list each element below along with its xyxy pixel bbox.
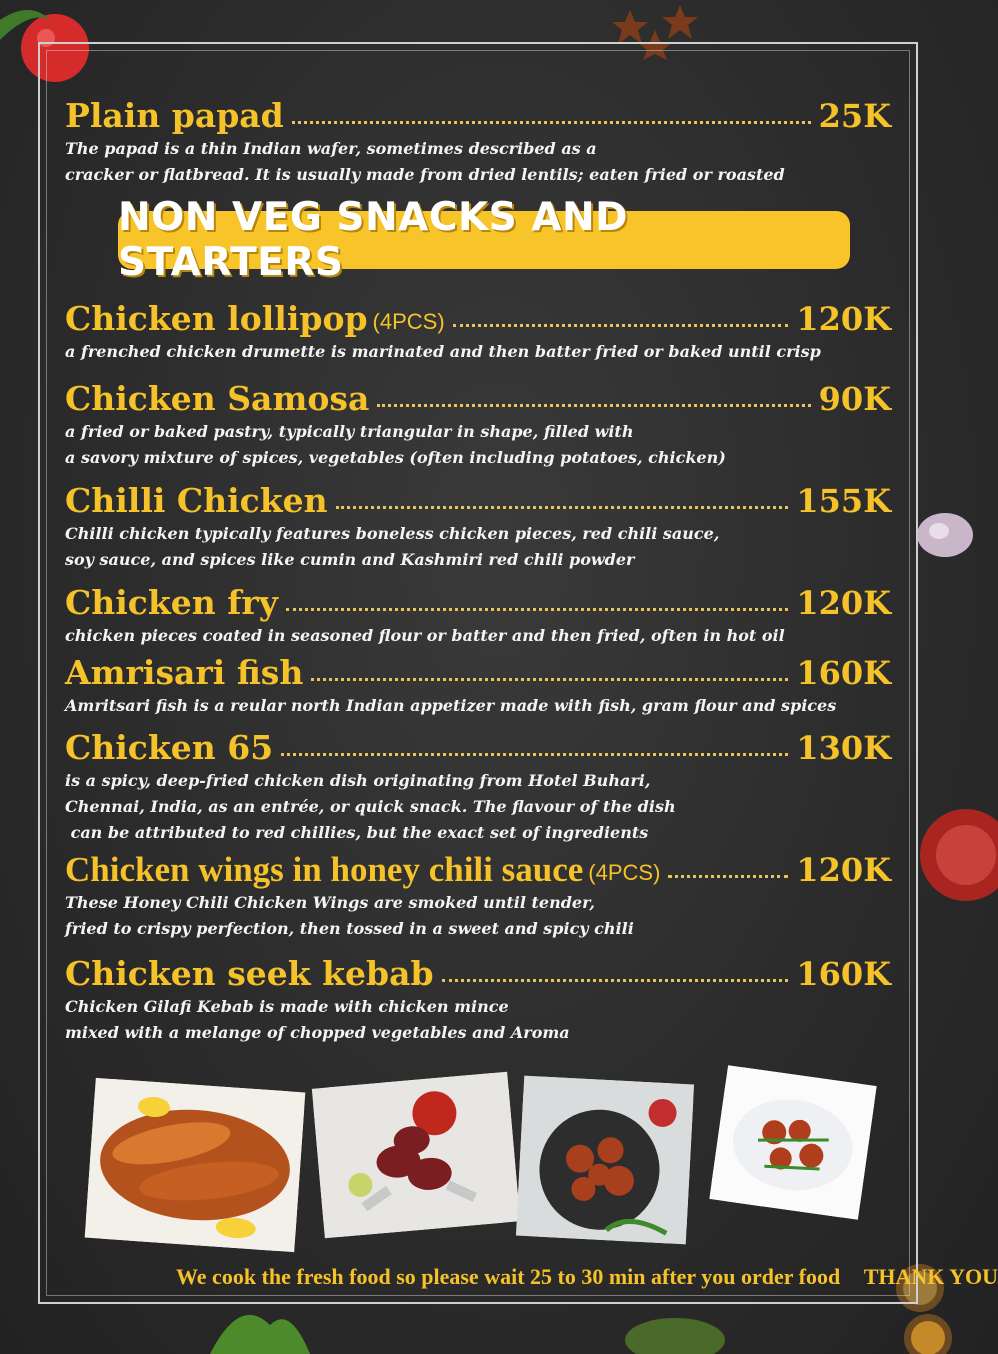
section-banner <box>118 195 850 285</box>
item-name: Chicken wings in honey chili sauce <box>65 850 584 889</box>
item-name: Chicken lollipop <box>65 299 368 338</box>
item-price: 120K <box>796 584 891 622</box>
item-description: Amritsari fish is a reular north Indian appetizer made with fish, gram flour and spices <box>65 696 837 715</box>
dot-leader <box>336 506 789 509</box>
item-name: Chicken Samosa <box>65 379 370 418</box>
item-price: 155K <box>796 482 891 520</box>
item-price: 120K <box>796 300 891 338</box>
item-price: 90K <box>818 380 891 418</box>
dot-leader <box>292 121 811 124</box>
item-price: 25K <box>818 97 891 135</box>
item-qty: (4PCS) <box>588 860 661 885</box>
item-name: Chicken 65 <box>65 728 274 767</box>
item-name: Chicken fry <box>65 583 278 622</box>
item-description: a fried or baked pastry, typically triangular in shape, filled with a savory mixture of spices, vegetables (often including potatoes, chicken) <box>65 422 726 467</box>
menu-item-chicken-lollipop <box>65 299 891 365</box>
chicken-65-photo <box>709 1065 876 1220</box>
amritsari-fish-photo <box>85 1078 306 1252</box>
item-description: Chilli chicken typically features boneless chicken pieces, red chili sauce, soy sauce, and spices like cumin and Kashmiri red chili powder <box>65 524 720 569</box>
chilli-chicken-photo <box>516 1076 694 1245</box>
item-description: a frenched chicken drumette is marinated and then batter fried or baked until crisp <box>65 342 821 361</box>
tomato-slice-decoration <box>918 800 960 910</box>
item-price: 160K <box>796 955 891 993</box>
dot-leader <box>442 979 789 982</box>
menu-item-chicken-samosa <box>65 379 891 471</box>
item-name: Chicken seek kebab <box>65 954 434 993</box>
menu-item-chicken-65 <box>65 728 891 846</box>
menu-item-chicken-fry <box>65 583 891 649</box>
menu-item-chilli-chicken <box>65 481 891 573</box>
item-price: 120K <box>796 851 891 889</box>
menu-item-chicken-wings <box>65 850 891 942</box>
thank-you-text: THANK YOU <box>863 1264 998 1289</box>
menu-item-amrisari-fish <box>65 653 891 719</box>
item-description: is a spicy, deep-fried chicken dish originating from Hotel Buhari, Chennai, India, as an entrée, or quick snack. The flavour of the dish can be attributed to red chillies, but the exact set of ingredients <box>65 771 676 842</box>
item-description: These Honey Chili Chicken Wings are smoked until tender, fried to crispy perfection, then tossed in a sweet and spicy chili <box>65 893 634 938</box>
item-description: Chicken Gilafi Kebab is made with chicken mince mixed with a melange of chopped vegetables and Aroma <box>65 997 570 1042</box>
item-price: 160K <box>796 654 891 692</box>
dot-leader <box>281 753 788 756</box>
item-name: Amrisari fish <box>65 653 304 692</box>
item-name: Chilli Chicken <box>65 481 328 520</box>
footer-note <box>176 1264 998 1290</box>
item-description: The papad is a thin Indian wafer, sometimes described as a cracker or flatbread. It is usually made from dried lentils; eaten fried or roasted <box>65 139 785 184</box>
dot-leader <box>311 678 788 681</box>
chicken-lollipop-photo <box>312 1072 520 1239</box>
dot-leader <box>453 324 789 327</box>
menu-item-plain-papad <box>65 96 891 188</box>
item-price: 130K <box>796 729 891 767</box>
dot-leader <box>286 608 788 611</box>
dot-leader <box>377 404 810 407</box>
item-name: Plain papad <box>65 96 284 135</box>
item-description: chicken pieces coated in seasoned flour or batter and then fried, often in hot oil <box>65 626 785 645</box>
dot-leader <box>668 875 788 878</box>
menu-item-chicken-seek-kebab <box>65 954 891 1046</box>
item-qty: (4PCS) <box>372 309 445 334</box>
wait-time-note: We cook the fresh food so please wait 25 to 30 min after you order food <box>176 1264 841 1289</box>
section-title: NON VEG SNACKS AND STARTERS <box>118 195 629 285</box>
herb-decoration-right <box>620 1300 730 1354</box>
